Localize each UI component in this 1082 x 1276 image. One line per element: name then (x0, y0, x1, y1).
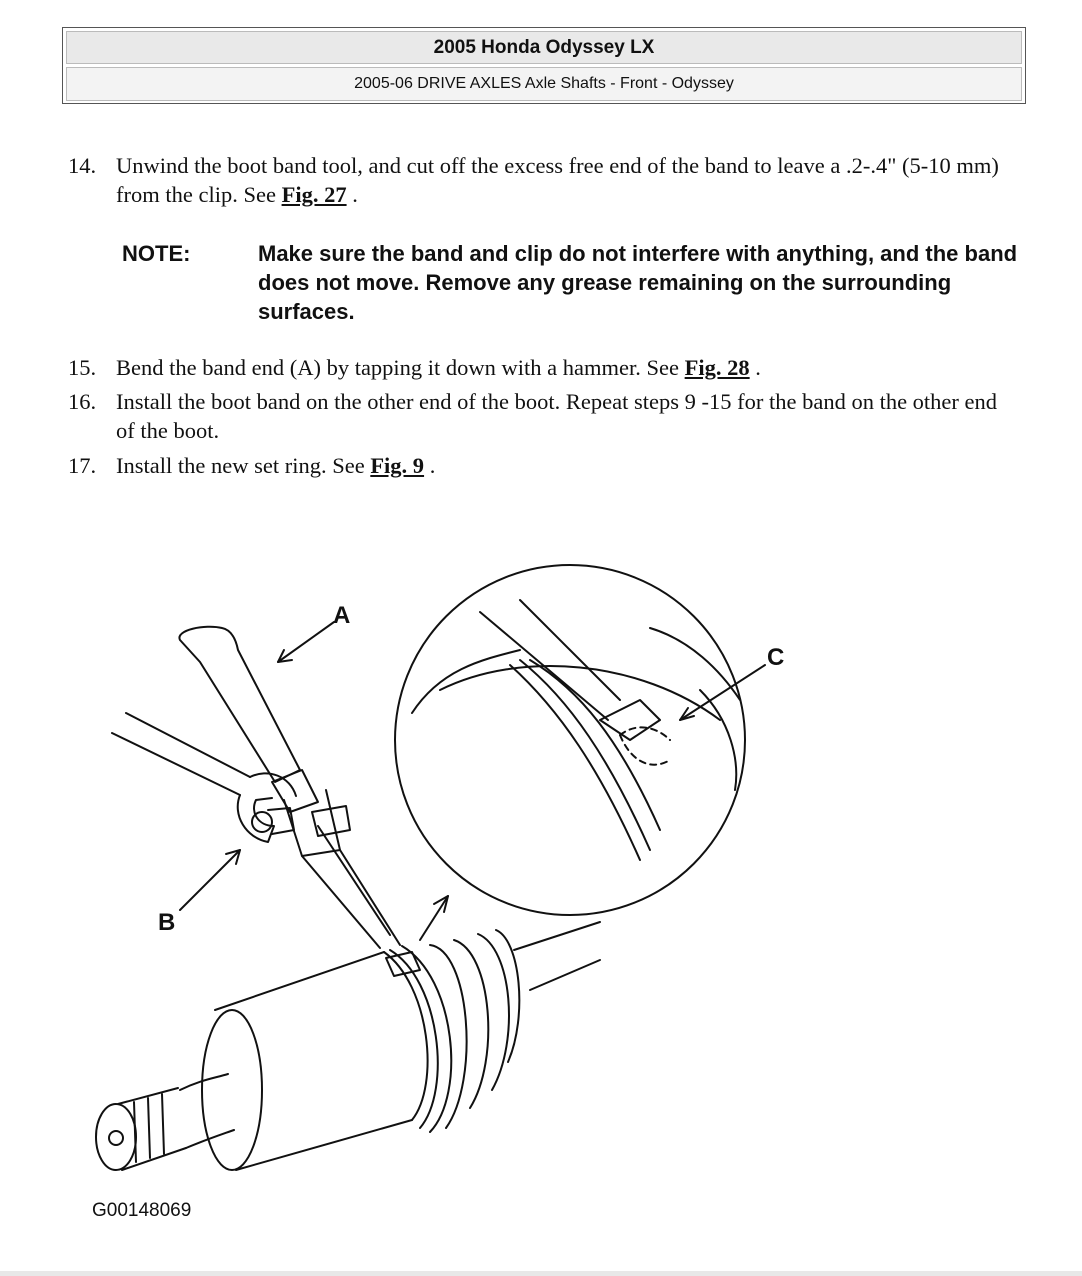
document-title: 2005 Honda Odyssey LX (66, 31, 1022, 64)
step-number: 17. (68, 453, 97, 478)
wrench-drawing (112, 713, 296, 842)
page-footer-bar (0, 1271, 1082, 1276)
step-text: Install the boot band on the other end of the boot. Repeat steps 9 -15 for the band on the other end of the boot. (116, 389, 998, 443)
step-15 (68, 353, 1018, 382)
document-header (62, 27, 1026, 104)
step-number: 15. (68, 355, 97, 380)
callout-label-b: B (158, 909, 176, 936)
step-number: 14. (68, 153, 97, 178)
step-text (116, 353, 1018, 382)
axle-assembly-drawing (96, 922, 600, 1170)
step-body: Install the new set ring. See (116, 453, 371, 478)
fig-27-link[interactable]: Fig. 27 (281, 182, 347, 207)
step-suffix: . (424, 453, 436, 478)
note-label: NOTE: (122, 241, 191, 266)
note-text: Make sure the band and clip do not interfere with anything, and the band does not move. Remove any grease remaining on the surrounding surfaces. (258, 241, 1018, 324)
callout-label-c: C (767, 644, 785, 671)
step-suffix: . (749, 355, 761, 380)
step-14 (68, 151, 1018, 209)
detail-magnifier-drawing (395, 565, 745, 915)
step-text (116, 151, 1018, 209)
leader-arrows (180, 622, 765, 940)
fig-28-link[interactable]: Fig. 28 (684, 355, 750, 380)
fig-9-link[interactable]: Fig. 9 (370, 453, 425, 478)
axle-boot-band-illustration (0, 540, 1082, 1240)
illustration-svg (0, 540, 1082, 1200)
callout-label-a: A (333, 602, 351, 629)
step-body: Unwind the boot band tool, and cut off the excess free end of the band to leave a .2-.4" (5-10 mm) from the clip. See (116, 153, 999, 207)
step-16 (68, 387, 1018, 445)
document-subtitle: 2005-06 DRIVE AXLES Axle Shafts - Front - Odyssey (66, 67, 1022, 101)
step-text (116, 451, 1018, 480)
step-suffix: . (346, 182, 358, 207)
step-17 (68, 451, 1018, 480)
boot-band-tool-drawing (179, 627, 400, 948)
step-body: Bend the band end (A) by tapping it down with a hammer. See (116, 355, 685, 380)
step-number: 16. (68, 389, 97, 414)
figure-code: G00148069 (92, 1200, 192, 1221)
note-block (122, 239, 1022, 326)
